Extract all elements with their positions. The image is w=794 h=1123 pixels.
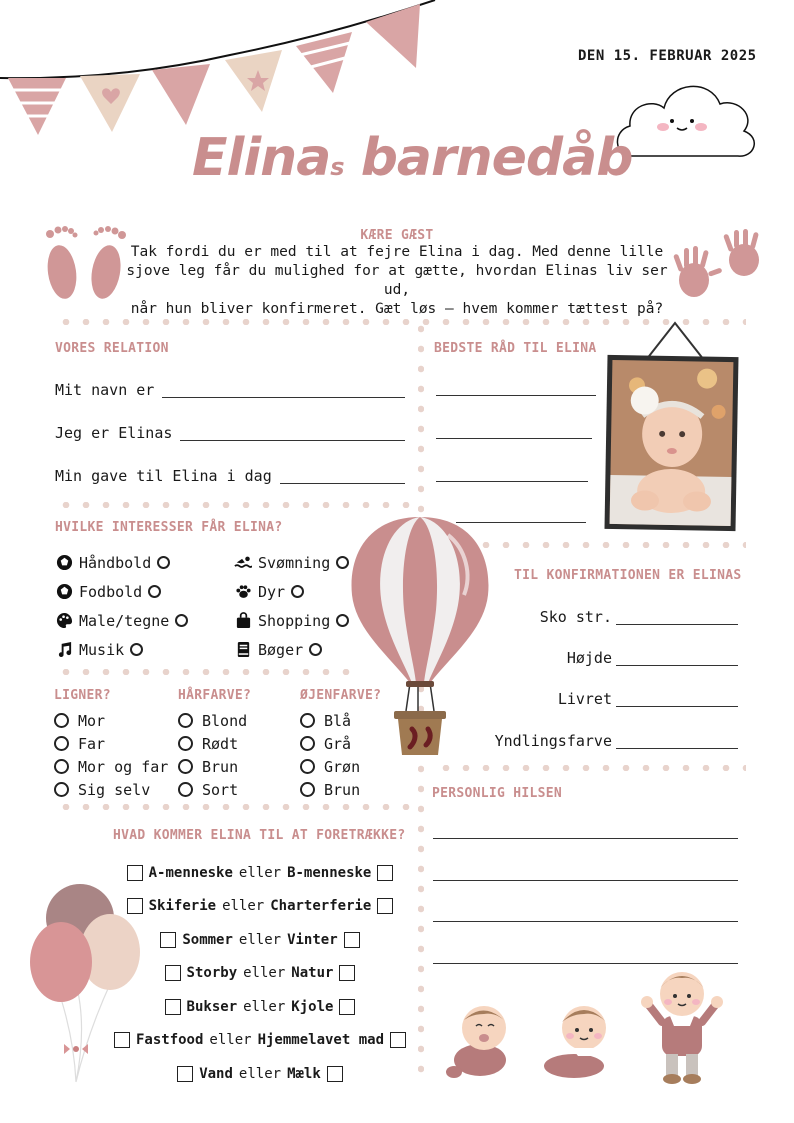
confirmation-field[interactable]	[470, 732, 738, 750]
title-rest: barnedåb	[360, 128, 633, 188]
interest-label: Male/tegne	[79, 611, 170, 630]
field-label: Jeg er Elinas	[55, 424, 173, 442]
option-a: Storby	[186, 965, 238, 982]
greeting-line[interactable]	[433, 963, 738, 964]
option-circle[interactable]	[309, 643, 322, 656]
checkbox[interactable]	[344, 932, 360, 948]
music-icon	[55, 641, 73, 659]
prefer-list	[100, 856, 420, 1091]
shopping-bag-icon	[234, 612, 252, 630]
prefer-heading: HVAD KOMMER ELINA TIL AT FORETRÆKKE?	[113, 828, 406, 843]
interests-right	[234, 548, 349, 664]
interest-option[interactable]	[234, 548, 349, 577]
option-a: Bukser	[186, 998, 238, 1015]
option-label: Blå	[324, 711, 352, 730]
option-label: Sig selv	[78, 780, 151, 799]
interest-label: Musik	[79, 640, 125, 659]
checkbox[interactable]	[377, 898, 393, 914]
interest-label: Svømning	[258, 553, 331, 572]
option-circle[interactable]	[291, 585, 304, 598]
interest-label: Håndbold	[79, 553, 152, 572]
football-icon	[55, 583, 73, 601]
advice-line[interactable]	[436, 438, 592, 439]
checkbox[interactable]	[165, 999, 181, 1015]
prefer-row	[100, 990, 420, 1024]
greeting-line[interactable]	[433, 880, 738, 881]
checkbox[interactable]	[127, 865, 143, 881]
prefer-row	[100, 1024, 420, 1058]
hair-option[interactable]	[178, 755, 251, 778]
option-label: Grå	[324, 734, 352, 753]
option-a: Sommer	[182, 931, 233, 948]
field-line[interactable]	[616, 610, 738, 625]
divider	[56, 669, 356, 675]
option-label: Mor og far	[78, 757, 169, 776]
interest-option[interactable]	[234, 606, 349, 635]
intro-heading: KÆRE GÆST	[360, 228, 434, 243]
checkbox[interactable]	[390, 1032, 406, 1048]
baby-photo	[604, 355, 738, 531]
option-label: Grøn	[324, 757, 361, 776]
option-circle[interactable]	[157, 556, 170, 569]
resemble-heading: LIGNER?	[54, 688, 111, 703]
option-or: eller	[209, 1032, 252, 1049]
field-label: Højde	[566, 649, 612, 667]
eye-option[interactable]	[300, 732, 381, 755]
prefer-row	[100, 890, 420, 924]
relation-heading: VORES RELATION	[55, 341, 169, 356]
eye-heading: ØJENFARVE?	[300, 688, 382, 703]
option-label: Far	[78, 734, 106, 753]
eye-option[interactable]	[300, 709, 381, 732]
interests-left	[55, 548, 188, 664]
interest-option[interactable]	[55, 577, 188, 606]
prefer-row	[100, 1057, 420, 1091]
checkbox[interactable]	[339, 999, 355, 1015]
eye-col	[300, 688, 381, 801]
relation-field-name[interactable]	[55, 381, 405, 399]
option-b: Hjemmelavet mad	[257, 1032, 385, 1049]
option-circle[interactable]	[54, 782, 69, 797]
greeting-heading: PERSONLIG HILSEN	[432, 786, 563, 801]
option-circle[interactable]	[130, 643, 143, 656]
advice-heading: BEDSTE RÅD TIL ELINA	[434, 341, 597, 356]
prefer-row	[100, 923, 420, 957]
option-a: Vand	[199, 1065, 233, 1082]
divider	[56, 804, 416, 810]
baby-crawling-illustration	[540, 1000, 616, 1082]
field-label: Yndlingsfarve	[494, 732, 612, 750]
field-line[interactable]	[162, 383, 405, 398]
field-label: Livret	[557, 690, 612, 708]
interest-option[interactable]	[234, 577, 349, 606]
relation-field-role[interactable]	[55, 424, 405, 442]
title-suffix: s	[330, 153, 344, 181]
option-circle[interactable]	[178, 736, 193, 751]
checkbox[interactable]	[177, 1066, 193, 1082]
checkbox[interactable]	[165, 965, 181, 981]
option-or: eller	[238, 931, 282, 948]
paw-icon	[234, 583, 252, 601]
option-or: eller	[243, 965, 286, 982]
title-name: Elina	[192, 128, 331, 188]
option-label: Brun	[202, 757, 239, 776]
option-b: Mælk	[287, 1065, 321, 1082]
field-line[interactable]	[180, 426, 405, 441]
book-icon	[234, 641, 252, 659]
handball-icon	[55, 554, 73, 572]
option-or: eller	[238, 1065, 282, 1082]
checkbox[interactable]	[160, 932, 176, 948]
interest-label: Shopping	[258, 611, 331, 630]
checkbox[interactable]	[339, 965, 355, 981]
option-circle[interactable]	[54, 736, 69, 751]
option-label: Sort	[202, 780, 239, 799]
greeting-line[interactable]	[433, 921, 738, 922]
eye-option[interactable]	[300, 755, 381, 778]
field-label: Min gave til Elina i dag	[55, 467, 272, 485]
swimmer-icon	[234, 554, 252, 572]
intro-line: Tak fordi du er med til at fejre Elina i dag. Med denne lille	[130, 244, 664, 260]
intro-section	[120, 228, 674, 319]
confirmation-field[interactable]	[470, 690, 738, 708]
confirmation-field[interactable]	[470, 608, 738, 626]
greeting-line[interactable]	[433, 838, 738, 839]
handprints-icon	[664, 228, 768, 308]
resemble-option[interactable]	[54, 755, 168, 778]
hair-col	[178, 688, 251, 801]
eye-option[interactable]	[300, 778, 381, 801]
option-circle[interactable]	[300, 759, 315, 774]
option-b: Vinter	[287, 931, 338, 948]
hair-option[interactable]	[178, 778, 251, 801]
resemble-col	[54, 688, 168, 801]
baby-standing-illustration	[640, 966, 724, 1084]
field-line[interactable]	[280, 469, 405, 484]
divider	[56, 502, 416, 508]
balloons-illustration	[26, 882, 146, 1090]
option-label: Brun	[324, 780, 361, 799]
interests-heading: HVILKE INTERESSER FÅR ELINA?	[55, 520, 283, 535]
option-a: A-menneske	[148, 864, 233, 881]
page-title	[192, 128, 632, 188]
interest-label: Dyr	[258, 582, 286, 601]
divider	[436, 765, 746, 771]
resemble-option[interactable]	[54, 778, 168, 801]
option-b: B-menneske	[287, 864, 372, 881]
field-label: Sko str.	[539, 608, 612, 626]
prefer-row	[100, 856, 420, 890]
interest-label: Fodbold	[79, 582, 143, 601]
option-label: Blond	[202, 711, 248, 730]
option-or: eller	[243, 998, 286, 1015]
interest-option[interactable]	[55, 548, 188, 577]
field-label: Mit navn er	[55, 381, 155, 399]
option-circle[interactable]	[54, 713, 69, 728]
bunting-decoration	[0, 0, 440, 140]
interest-option[interactable]	[55, 606, 188, 635]
field-line[interactable]	[616, 734, 738, 749]
checkbox[interactable]	[377, 865, 393, 881]
hair-heading: HÅRFARVE?	[178, 688, 252, 703]
prefer-row	[100, 957, 420, 991]
option-circle[interactable]	[178, 782, 193, 797]
hair-option[interactable]	[178, 732, 251, 755]
baby-lying-illustration	[444, 1000, 516, 1082]
option-circle[interactable]	[175, 614, 188, 627]
option-a: Fastfood	[135, 1032, 204, 1049]
option-circle[interactable]	[300, 713, 315, 728]
option-label: Mor	[78, 711, 106, 730]
cloud-icon	[612, 76, 760, 160]
event-date: DEN 15. FEBRUAR 2025	[578, 48, 757, 64]
option-or: eller	[222, 898, 265, 915]
hair-option[interactable]	[178, 709, 251, 732]
option-circle[interactable]	[178, 759, 193, 774]
advice-line[interactable]	[436, 481, 588, 482]
option-circle[interactable]	[300, 782, 315, 797]
option-b: Charterferie	[270, 898, 372, 915]
field-line[interactable]	[616, 651, 738, 666]
footprints-icon	[40, 222, 132, 304]
checkbox[interactable]	[327, 1066, 343, 1082]
interest-label: Bøger	[258, 640, 304, 659]
option-a: Skiferie	[148, 898, 217, 915]
confirmation-field[interactable]	[470, 649, 738, 667]
option-circle[interactable]	[178, 713, 193, 728]
option-label: Rødt	[202, 734, 239, 753]
resemble-option[interactable]	[54, 732, 168, 755]
relation-field-gift[interactable]	[55, 467, 405, 485]
confirmation-heading: TIL KONFIRMATIONEN ER ELINAS	[514, 568, 742, 583]
option-circle[interactable]	[54, 759, 69, 774]
option-b: Natur	[291, 965, 334, 982]
option-circle[interactable]	[300, 736, 315, 751]
option-or: eller	[238, 864, 282, 881]
interest-option[interactable]	[55, 635, 188, 664]
advice-line[interactable]	[436, 395, 596, 396]
intro-line: sjove leg får du mulighed for at gætte, hvordan Elinas liv ser ud,	[126, 263, 668, 298]
option-circle[interactable]	[148, 585, 161, 598]
option-b: Kjole	[291, 998, 334, 1015]
field-line[interactable]	[616, 692, 738, 707]
resemble-option[interactable]	[54, 709, 168, 732]
palette-icon	[55, 612, 73, 630]
intro-line: når hun bliver konfirmeret. Gæt løs – hvem kommer tættest på?	[130, 301, 664, 317]
interest-option[interactable]	[234, 635, 349, 664]
